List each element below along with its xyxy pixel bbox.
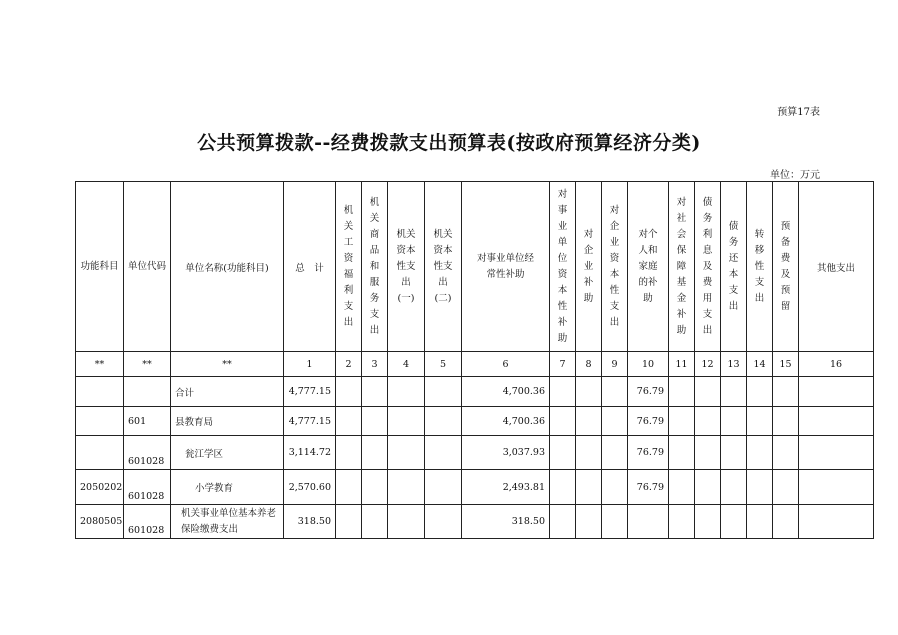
column-number: 12	[695, 352, 721, 377]
header-cell: 对事业单位资本性补助	[550, 182, 576, 352]
unit-name-cell: 小学教育	[171, 470, 284, 505]
header-row	[76, 182, 874, 352]
column-number: 15	[773, 352, 799, 377]
column-number: 1	[284, 352, 336, 377]
unit-name-cell: 合计	[171, 377, 284, 407]
page-title: 公共预算拨款--经费拨款支出预算表(按政府预算经济分类)	[197, 132, 701, 154]
column-number: 9	[602, 352, 628, 377]
func-code-cell	[76, 407, 124, 436]
total-cell: 4,777.15	[284, 377, 336, 407]
total-cell: 4,777.15	[284, 407, 336, 436]
unit-label: 单位：万元	[770, 170, 820, 181]
header-cell: 对社会保障基金补助	[669, 182, 695, 352]
table-row	[76, 470, 874, 505]
header-cell: 单位名称(功能科目)	[171, 182, 284, 352]
budget-table	[75, 181, 874, 539]
header-cell: 对企业资本性支出	[602, 182, 628, 352]
unit-name-cell: 机关事业单位基本养老保险缴费支出	[171, 505, 284, 539]
column-number: 5	[425, 352, 462, 377]
unit-code-cell	[124, 377, 171, 407]
header-cell: 总 计	[284, 182, 336, 352]
header-cell: 对事业单位经常性补助	[462, 182, 550, 352]
header-cell: 机关资本性支出(一)	[388, 182, 425, 352]
func-code-cell	[76, 436, 124, 470]
column-number: 10	[628, 352, 669, 377]
personal-subsidy-cell: 76.79	[628, 377, 669, 407]
header-cell: 转移性支出	[747, 182, 773, 352]
institution-subsidy-cell: 318.50	[462, 505, 550, 539]
institution-subsidy-cell: 4,700.36	[462, 377, 550, 407]
column-number: **	[76, 352, 124, 377]
personal-subsidy-cell: 76.79	[628, 407, 669, 436]
header-cell: 对企业补助	[576, 182, 602, 352]
form-number: 预算17表	[777, 107, 820, 118]
column-number: 6	[462, 352, 550, 377]
institution-subsidy-cell: 3,037.93	[462, 436, 550, 470]
header-cell: 债务还本支出	[721, 182, 747, 352]
column-number: 7	[550, 352, 576, 377]
total-cell: 318.50	[284, 505, 336, 539]
institution-subsidy-cell: 4,700.36	[462, 407, 550, 436]
column-number: **	[171, 352, 284, 377]
column-number: **	[124, 352, 171, 377]
personal-subsidy-cell	[628, 505, 669, 539]
table-row	[76, 377, 874, 407]
unit-name-cell: 县教育局	[171, 407, 284, 436]
table-row	[76, 436, 874, 470]
personal-subsidy-cell: 76.79	[628, 436, 669, 470]
header-cell: 预备费及预留	[773, 182, 799, 352]
column-number: 4	[388, 352, 425, 377]
column-number-row	[76, 352, 874, 377]
total-cell: 3,114.72	[284, 436, 336, 470]
personal-subsidy-cell: 76.79	[628, 470, 669, 505]
func-code-cell: 2050202	[76, 470, 124, 505]
column-number: 8	[576, 352, 602, 377]
func-code-cell	[76, 377, 124, 407]
column-number: 11	[669, 352, 695, 377]
institution-subsidy-cell: 2,493.81	[462, 470, 550, 505]
total-cell: 2,570.60	[284, 470, 336, 505]
unit-code-cell: 601028	[124, 470, 171, 505]
column-number: 16	[799, 352, 874, 377]
unit-code-cell: 601	[124, 407, 171, 436]
header-cell: 机关资本性支出(二)	[425, 182, 462, 352]
header-cell: 债务利息及费用支出	[695, 182, 721, 352]
unit-code-cell: 601028	[124, 505, 171, 539]
header-cell: 单位代码	[124, 182, 171, 352]
header-cell: 对个人和家庭的补助	[628, 182, 669, 352]
func-code-cell: 2080505	[76, 505, 124, 539]
header-cell: 功能科目	[76, 182, 124, 352]
column-number: 3	[362, 352, 388, 377]
table-row	[76, 407, 874, 436]
column-number: 14	[747, 352, 773, 377]
table-row	[76, 505, 874, 539]
header-cell: 机关商品和服务支出	[362, 182, 388, 352]
unit-name-cell: 瓮江学区	[171, 436, 284, 470]
unit-code-cell: 601028	[124, 436, 171, 470]
column-number: 13	[721, 352, 747, 377]
header-cell: 其他支出	[799, 182, 874, 352]
column-number: 2	[336, 352, 362, 377]
header-cell: 机关工资福利支出	[336, 182, 362, 352]
